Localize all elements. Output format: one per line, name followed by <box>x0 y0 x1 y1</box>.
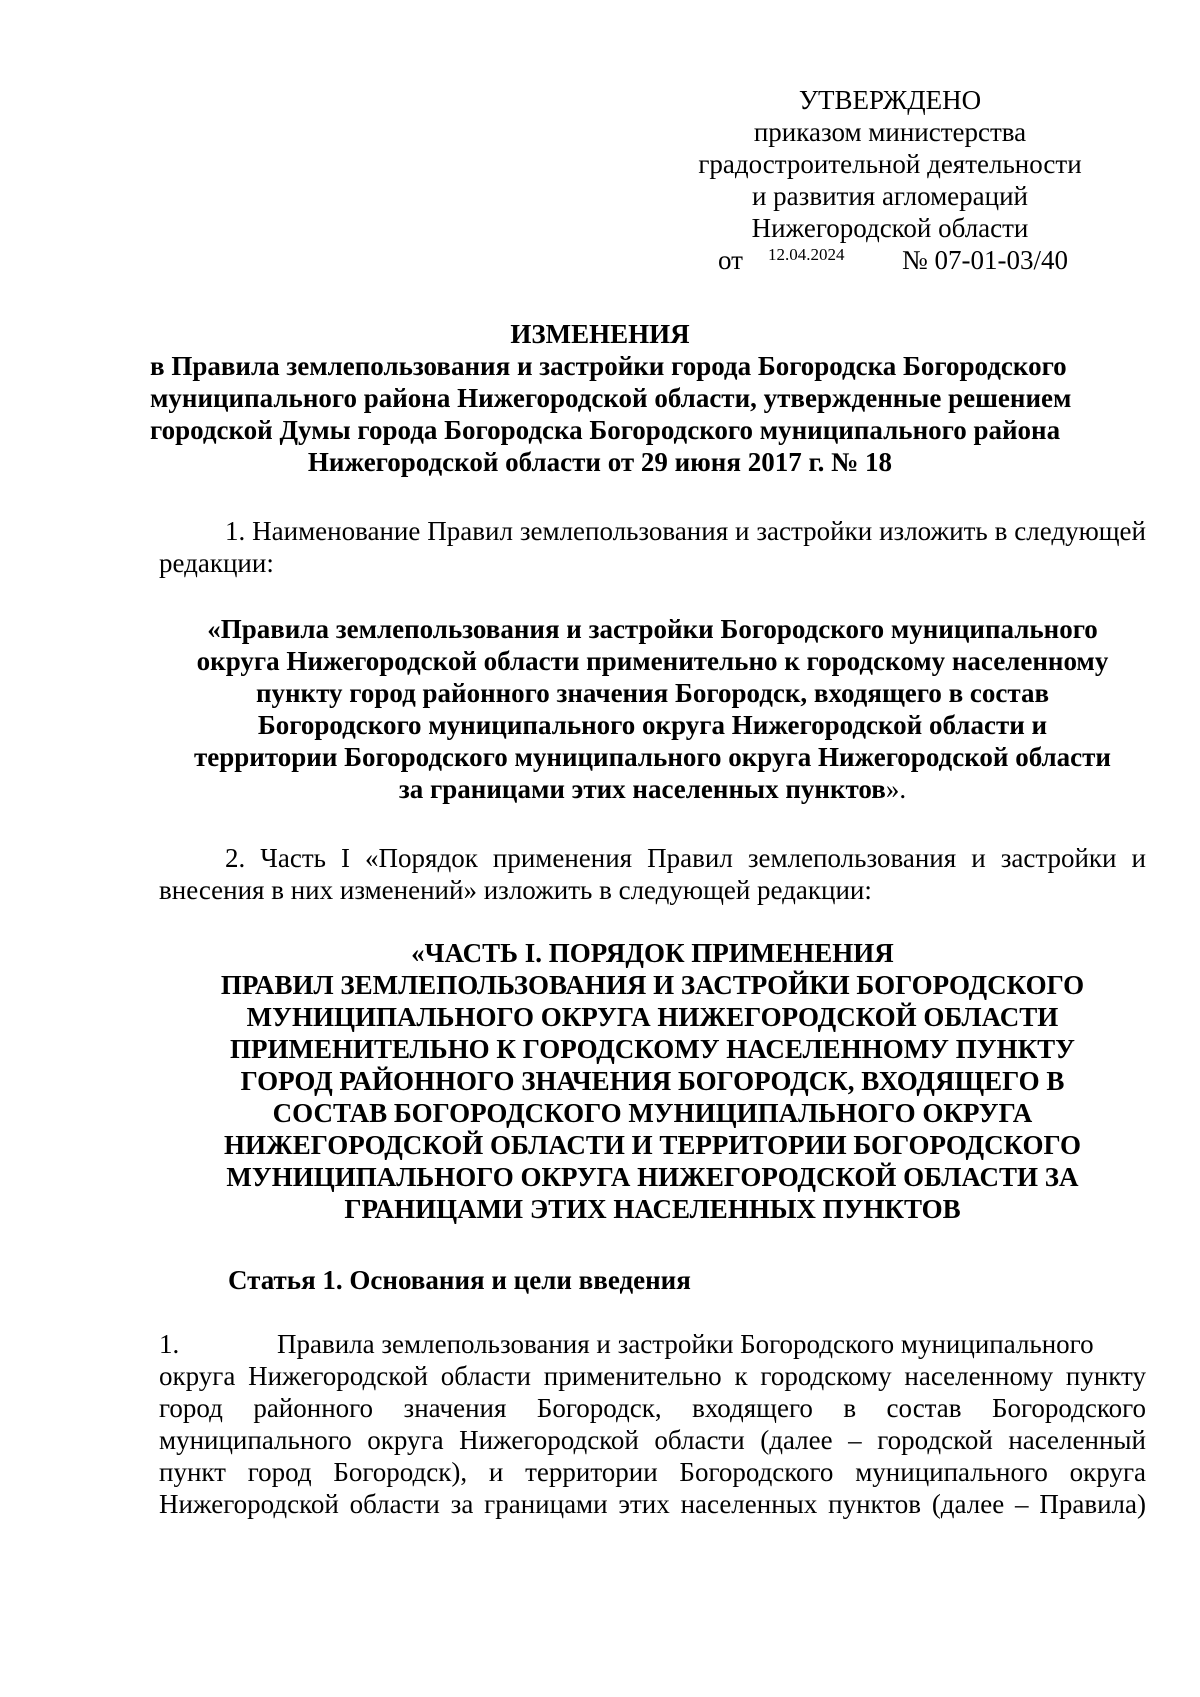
part-heading <box>150 937 1155 1225</box>
quote-line: пункту город районного значения Богородск, входящего в состав <box>255 678 1050 708</box>
title-line: в Правила землепользования и застройки города Богородска Богородского <box>150 351 1067 381</box>
quote-line: территории Богородского муниципального округа Нижегородской области <box>194 742 1111 772</box>
article-1-row: муниципального округа Нижегородской области (далее – городской населенный <box>159 1425 1146 1455</box>
title-line: Нижегородской области от 29 июня 2017 г. № 18 <box>307 447 893 477</box>
article-1-row: город районного значения Богородск, входящего в состав Богородского <box>159 1393 1146 1423</box>
document-title <box>150 318 1072 478</box>
quote-line-text: за границами этих населенных пунктов <box>398 774 886 804</box>
part-heading-line: ПРАВИЛ ЗЕМЛЕПОЛЬЗОВАНИЯ И ЗАСТРОЙКИ БОГОРОДСКОГО <box>220 970 1085 1000</box>
quote-line: Богородского муниципального округа Нижегородской области и <box>257 710 1048 740</box>
article-1-item-number: 1. <box>159 1329 180 1359</box>
paragraph-2: 2. Часть I «Порядок применения Правил землепользования и застройки и внесения в них изменений» изложить в следующей редакции: <box>159 843 1146 905</box>
article-1-row: пункт город Богородск), и территории Богородского муниципального округа <box>159 1457 1146 1487</box>
part-heading-line: ГОРОД РАЙОННОГО ЗНАЧЕНИЯ БОГОРОДСК, ВХОДЯЩЕГО В <box>240 1066 1065 1096</box>
approval-label: УТВЕРЖДЕНО <box>798 85 982 115</box>
paragraph-1: 1. Наименование Правил землепользования и застройки изложить в следующей редакции: <box>159 516 1146 578</box>
approval-authority-line: Нижегородской области <box>751 213 1029 243</box>
part-heading-line: НИЖЕГОРОДСКОЙ ОБЛАСТИ И ТЕРРИТОРИИ БОГОРОДСКОГО <box>224 1130 1081 1160</box>
quote-line-last <box>150 773 1155 805</box>
approval-date-line <box>680 244 1100 276</box>
quote-close: ». <box>885 774 907 804</box>
approval-date: 12.04.2024 <box>768 245 845 264</box>
part-heading-line: МУНИЦИПАЛЬНОГО ОКРУГА НИЖЕГОРОДСКОЙ ОБЛАСТИ <box>246 1002 1059 1032</box>
approval-authority-line: приказом министерства <box>753 117 1027 147</box>
part-heading-line: МУНИЦИПАЛЬНОГО ОКРУГА НИЖЕГОРОДСКОЙ ОБЛАСТИ ЗА <box>226 1162 1079 1192</box>
part-heading-line: ГРАНИЦАМИ ЭТИХ НАСЕЛЕННЫХ ПУНКТОВ <box>344 1194 961 1224</box>
part-heading-line: ПРИМЕНИТЕЛЬНО К ГОРОДСКОМУ НАСЕЛЕННОМУ ПУНКТУ <box>230 1034 1075 1064</box>
new-name-quote <box>150 613 1155 805</box>
article-1-row <box>159 1328 1146 1360</box>
article-1-paragraph <box>159 1328 1146 1520</box>
part-heading-line: «ЧАСТЬ I. ПОРЯДОК ПРИМЕНЕНИЯ <box>411 938 894 968</box>
part-heading-line: СОСТАВ БОГОРОДСКОГО МУНИЦИПАЛЬНОГО ОКРУГА <box>272 1098 1033 1128</box>
article-1-row: округа Нижегородской области применительно к городскому населенному пункту <box>159 1361 1146 1391</box>
approval-stamp <box>680 84 1100 276</box>
quote-line: округа Нижегородской области применительно к городскому населенному <box>196 646 1109 676</box>
quote-line: «Правила землепользования и застройки Богородского муниципального <box>207 614 1098 644</box>
article-1-heading: Статья 1. Основания и цели введения <box>228 1265 691 1295</box>
date-prefix: от <box>718 245 743 275</box>
approval-authority-line: и развития агломераций <box>751 181 1028 211</box>
article-1-row-text: Правила землепользования и застройки Богородского муниципального <box>277 1329 1094 1359</box>
article-1-row: Нижегородской области за границами этих населенных пунктов (далее – Правила) <box>159 1489 1146 1519</box>
title-line: ИЗМЕНЕНИЯ <box>510 319 690 349</box>
title-line: муниципального района Нижегородской области, утвержденные решением <box>150 383 1072 413</box>
order-number: № 07-01-03/40 <box>902 245 1068 275</box>
approval-authority-line: градостроительной деятельности <box>698 149 1082 179</box>
title-line: городской Думы города Богородска Богородского муниципального района <box>150 415 1061 445</box>
